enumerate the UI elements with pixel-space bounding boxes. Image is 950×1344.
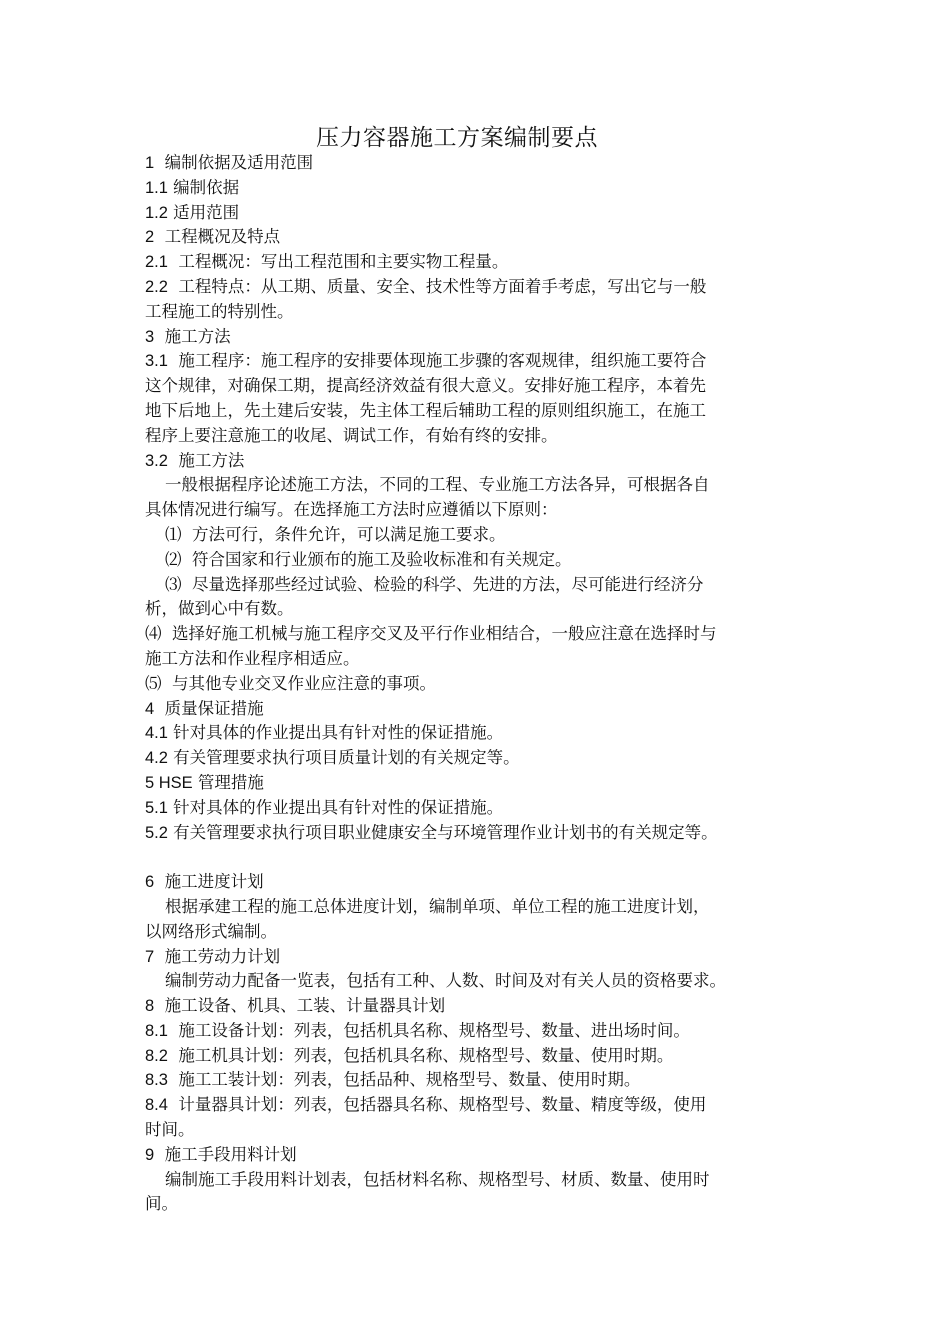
section-number: 8.2 bbox=[145, 1046, 168, 1065]
section-number: 6 bbox=[145, 873, 155, 892]
section-number: 3.2 bbox=[145, 451, 168, 470]
line-text: 一般根据程序论述施工方法，不同的工程、专业施工方法各异，可根据各自 bbox=[165, 475, 710, 495]
document-line bbox=[145, 1044, 813, 1069]
document-line bbox=[145, 275, 813, 300]
line-text: 施工程序：施工程序的安排要体现施工步骤的客观规律，组织施工要符合 bbox=[167, 351, 707, 371]
document-line bbox=[145, 250, 813, 275]
section-number: 8.3 bbox=[145, 1071, 168, 1090]
line-text: 计量器具计划：列表，包括器具名称、规格型号、数量、精度等级，使用 bbox=[167, 1095, 707, 1115]
line-text: 编制依据 bbox=[167, 177, 240, 197]
section-number: 5.2 bbox=[145, 823, 168, 842]
section-number: 5 HSE bbox=[145, 773, 193, 792]
section-number: 8.1 bbox=[145, 1021, 168, 1040]
line-text: 施工设备计划：列表，包括机具名称、规格型号、数量、进出场时间。 bbox=[167, 1020, 690, 1040]
line-text: 间。 bbox=[145, 1194, 178, 1214]
document-line bbox=[145, 1093, 813, 1118]
document-line bbox=[145, 374, 813, 399]
document-line bbox=[145, 201, 813, 226]
document-line bbox=[145, 746, 813, 771]
document-line bbox=[145, 721, 813, 746]
section-number: 1.1 bbox=[145, 178, 168, 197]
document-line bbox=[145, 473, 813, 498]
line-text: 施工工装计划：列表，包括品种、规格型号、数量、使用时期。 bbox=[167, 1070, 641, 1090]
document-line bbox=[145, 573, 813, 598]
document-line bbox=[145, 697, 813, 722]
line-text: ⑵ 符合国家和行业颁布的施工及验收标准和有关规定。 bbox=[165, 549, 572, 569]
blank-line bbox=[145, 845, 813, 870]
line-text: 时间。 bbox=[145, 1120, 195, 1140]
line-text: 工程概况：写出工程范围和主要实物工程量。 bbox=[167, 252, 509, 272]
document-line bbox=[145, 424, 813, 449]
document-line bbox=[145, 548, 813, 573]
line-text: ⑴ 方法可行，条件允许，可以满足施工要求。 bbox=[165, 524, 506, 544]
section-number: 8.4 bbox=[145, 1096, 168, 1115]
document-line bbox=[145, 349, 813, 374]
section-number: 3 bbox=[145, 327, 155, 346]
line-text: 具体情况进行编写。在选择施工方法时应遵循以下原则： bbox=[145, 500, 558, 520]
line-text: 适用范围 bbox=[167, 202, 240, 222]
document-line bbox=[145, 994, 813, 1019]
document-line bbox=[145, 225, 813, 250]
section-number: 2.1 bbox=[145, 253, 168, 272]
document-line bbox=[145, 399, 813, 424]
document-line bbox=[145, 945, 813, 970]
line-text: 根据承建工程的施工总体进度计划，编制单项、单位工程的施工进度计划， bbox=[165, 896, 710, 916]
line-text: ⑶ 尽量选择那些经过试验、检验的科学、先进的方法，尽可能进行经济分 bbox=[165, 574, 704, 594]
line-text: 编制施工手段用料计划表，包括材料名称、规格型号、材质、数量、使用时 bbox=[165, 1169, 710, 1189]
document-body bbox=[145, 151, 813, 1217]
line-text: 析，做到心中有数。 bbox=[145, 599, 294, 619]
line-text: 施工进度计划 bbox=[154, 872, 264, 892]
section-number: 4.1 bbox=[145, 724, 168, 743]
section-number: 3.1 bbox=[145, 352, 168, 371]
section-number: 1 bbox=[145, 154, 155, 172]
line-text: 针对具体的作业提出具有针对性的保证措施。 bbox=[167, 797, 504, 817]
document-line bbox=[145, 151, 813, 176]
line-text: 质量保证措施 bbox=[154, 698, 264, 718]
section-number: 4 bbox=[145, 699, 155, 718]
document-line bbox=[145, 176, 813, 201]
line-text: 工程施工的特别性。 bbox=[145, 301, 294, 321]
line-text: 以网络形式编制。 bbox=[145, 921, 277, 941]
section-number: 4.2 bbox=[145, 749, 168, 768]
document-line bbox=[145, 1143, 813, 1168]
document-line bbox=[145, 796, 813, 821]
document-line bbox=[145, 325, 813, 350]
line-text: 施工方法 bbox=[167, 450, 245, 470]
line-text: 工程特点：从工期、质量、安全、技术性等方面着手考虑，写出它与一般 bbox=[167, 276, 707, 296]
line-text: 这个规律，对确保工期，提高经济效益有很大意义。安排好施工程序，本着先 bbox=[145, 376, 706, 396]
section-number: 2 bbox=[145, 228, 155, 247]
line-text: 施工方法和作业程序相适应。 bbox=[145, 648, 360, 668]
line-text: 施工机具计划：列表，包括机具名称、规格型号、数量、使用时期。 bbox=[167, 1045, 674, 1065]
line-text: 有关管理要求执行项目职业健康安全与环境管理作业计划书的有关规定等。 bbox=[167, 822, 718, 842]
document-line bbox=[145, 821, 813, 846]
section-number: 1.2 bbox=[145, 203, 168, 222]
line-text: ⑷ 选择好施工机械与施工程序交叉及平行作业相结合，一般应注意在选择时与 bbox=[145, 624, 717, 644]
line-text: 施工手段用料计划 bbox=[154, 1144, 297, 1164]
line-text: 针对具体的作业提出具有针对性的保证措施。 bbox=[167, 723, 504, 743]
section-number: 2.2 bbox=[145, 277, 168, 296]
document-line bbox=[145, 597, 813, 622]
document-line bbox=[145, 969, 813, 994]
section-number: 9 bbox=[145, 1145, 155, 1164]
line-text: ⑸ 与其他专业交叉作业应注意的事项。 bbox=[145, 673, 436, 693]
document-line bbox=[145, 672, 813, 697]
document-line bbox=[145, 498, 813, 523]
document-line bbox=[145, 870, 813, 895]
line-text: 地下后地上，先土建后安装，先主体工程后辅助工程的原则组织施工，在施工 bbox=[145, 400, 706, 420]
document-line bbox=[145, 1192, 813, 1217]
document-line bbox=[145, 647, 813, 672]
line-text: 施工劳动力计划 bbox=[154, 946, 281, 966]
line-text: 施工方法 bbox=[154, 326, 231, 346]
document-line bbox=[145, 920, 813, 945]
document-line bbox=[145, 300, 813, 325]
line-text: 工程概况及特点 bbox=[154, 227, 281, 247]
document-line bbox=[145, 1118, 813, 1143]
section-number: 5.1 bbox=[145, 798, 168, 817]
document-title: 压力容器施工方案编制要点 bbox=[316, 125, 598, 151]
line-text: 编制依据及适用范围 bbox=[154, 153, 314, 172]
line-text: 施工设备、机具、工装、计量器具计划 bbox=[154, 996, 446, 1016]
section-number: 8 bbox=[145, 997, 155, 1016]
line-text: 程序上要注意施工的收尾、调试工作，有始有终的安排。 bbox=[145, 425, 558, 445]
document-line bbox=[145, 1019, 813, 1044]
document-line bbox=[145, 895, 813, 920]
section-number: 7 bbox=[145, 947, 155, 966]
line-text: 有关管理要求执行项目质量计划的有关规定等。 bbox=[167, 748, 520, 768]
document-line bbox=[145, 622, 813, 647]
document-line bbox=[145, 1068, 813, 1093]
line-text: 编制劳动力配备一览表，包括有工种、人数、时间及对有关人员的资格要求。 bbox=[165, 971, 726, 991]
document-line bbox=[145, 523, 813, 548]
document-line bbox=[145, 1168, 813, 1193]
document-line bbox=[145, 449, 813, 474]
document-line bbox=[145, 771, 813, 796]
line-text: 管理措施 bbox=[192, 772, 264, 792]
